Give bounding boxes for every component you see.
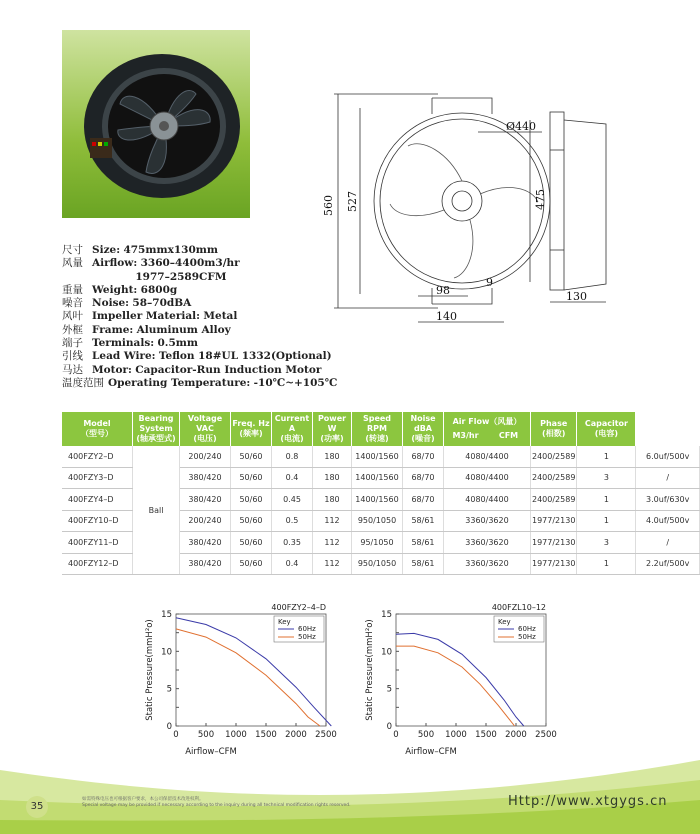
spec-value: Aluminum Alloy <box>136 323 231 336</box>
table-cell: 50/60 <box>231 489 272 511</box>
table-cell: 58/61 <box>403 553 444 575</box>
column-header-cn: (相数) <box>542 429 566 438</box>
table-cell: 400FZY3–D <box>62 467 133 489</box>
table-cell: 50/60 <box>231 553 272 575</box>
table-cell: 400FZY2–D <box>62 446 133 467</box>
table-cell: 50/60 <box>231 532 272 554</box>
table-cell: 380/420 <box>180 489 231 511</box>
table-cell: 400FZY4–D <box>62 489 133 511</box>
table-cell: 1977/2130 <box>531 510 577 532</box>
table-cell: 950/1050 <box>352 553 403 575</box>
x-tick-label: 2000 <box>505 730 527 740</box>
x-tick-label: 500 <box>417 730 435 740</box>
table-cell: 50/60 <box>231 467 272 489</box>
table-cell: 4.0uf/500v <box>636 510 700 532</box>
dim-440: Ø440 <box>506 120 537 133</box>
column-header-en: Phase <box>540 419 568 428</box>
column-header-cn: (电容) <box>594 429 619 438</box>
table-cell: 3360/3620 <box>444 510 531 532</box>
table-cell: 0.8 <box>272 446 313 467</box>
column-header-cn: (电流) <box>280 434 304 443</box>
spec-label: Size: <box>92 244 121 256</box>
table-cell: 380/420 <box>180 553 231 575</box>
column-header-cn: (频率) <box>239 429 263 438</box>
column-header-en: Noise dBA <box>410 414 436 433</box>
dim-475: 475 <box>534 189 547 210</box>
y-tick-label: 15 <box>161 610 172 620</box>
x-tick-label: 1000 <box>225 730 247 740</box>
table-cell: 112 <box>313 510 352 532</box>
column-header <box>531 412 577 446</box>
table-cell: 2400/2589 <box>531 446 577 467</box>
table-cell: 2.2uf/500v <box>636 553 700 575</box>
dim-527: 527 <box>346 191 359 212</box>
spec-cn-label: 风量 <box>62 257 83 270</box>
spec-value: 58–70dBA <box>132 297 192 310</box>
column-header <box>577 412 636 446</box>
x-tick-label: 2000 <box>285 730 307 740</box>
table-cell: 1400/1560 <box>352 489 403 511</box>
dim-130: 130 <box>566 290 587 303</box>
table-cell: 0.4 <box>272 553 313 575</box>
spec-row <box>62 297 337 310</box>
column-header <box>352 412 403 446</box>
column-header-en: Power W <box>317 414 347 433</box>
table-cell: 380/420 <box>180 532 231 554</box>
y-axis-label: Static Pressure(mmH²o) <box>145 619 155 721</box>
dim-98: 98 <box>436 284 450 297</box>
legend-title: Key <box>498 618 511 626</box>
table-cell: 0.45 <box>272 489 313 511</box>
spec-value: 3360–4400m3/hr <box>140 257 240 270</box>
column-header-en: Model <box>83 419 111 428</box>
chart-title: 400FZL10–12 <box>491 603 546 612</box>
spec-row <box>62 244 337 257</box>
table-cell: 200/240 <box>180 446 231 467</box>
column-header <box>444 412 531 446</box>
spec-cn-label: 温度范围 <box>62 376 104 389</box>
table-cell: 3360/3620 <box>444 553 531 575</box>
spec-cn-label: 马达 <box>62 363 83 376</box>
spec-value: Metal <box>203 310 238 323</box>
table-cell: 1 <box>577 510 636 532</box>
spec-cn-label: 噪音 <box>62 297 83 310</box>
y-tick-label: 10 <box>161 647 172 658</box>
table-cell: 0.5 <box>272 510 313 532</box>
spec-cn-label: 端子 <box>62 337 83 350</box>
table-cell: 3.0uf/630v <box>636 489 700 511</box>
spec-cn-label: 尺寸 <box>62 244 83 256</box>
footer-note-cn: 如需特殊电压也可根据客户要求，本公司保留技术改进权利。 <box>82 797 204 802</box>
spec-label: Impeller Material: <box>92 310 201 323</box>
x-axis-label: Airflow–CFM <box>185 747 237 757</box>
column-header-cn: (电压) <box>193 434 217 443</box>
spec-label: Motor: <box>92 363 132 376</box>
spec-row <box>62 284 337 297</box>
legend-title: Key <box>278 618 291 626</box>
x-tick-label: 1500 <box>475 730 497 740</box>
airflow-subheader: M3/hr <box>452 431 479 440</box>
table-cell: 0.4 <box>272 467 313 489</box>
spec-value: 1977–2589CFM <box>135 270 227 283</box>
spec-label: Frame: <box>92 323 134 336</box>
spec-row <box>62 350 337 363</box>
column-header <box>231 412 272 446</box>
x-axis-label: Airflow–CFM <box>405 747 457 757</box>
table-cell: 2400/2589 <box>531 467 577 489</box>
dim-9: 9 <box>486 276 493 289</box>
x-tick-label: 500 <box>197 730 215 740</box>
spec-cn-label: 引线 <box>62 350 83 363</box>
y-tick-label: 15 <box>381 610 392 620</box>
table-cell: 180 <box>313 467 352 489</box>
spec-value: Capacitor-Run Induction Motor <box>135 363 322 376</box>
table-cell: 3 <box>577 532 636 554</box>
chart-title: 400FZY2–4–D <box>271 603 326 612</box>
footer-note <box>82 797 351 809</box>
spec-table <box>62 412 700 575</box>
spec-row <box>62 257 337 270</box>
y-tick-label: 10 <box>381 647 392 658</box>
y-tick-label: 5 <box>386 684 392 695</box>
table-cell: 1 <box>577 446 636 467</box>
x-tick-label: 0 <box>173 730 179 740</box>
spec-cn-label: 风叶 <box>62 310 83 323</box>
table-cell: 4080/4400 <box>444 489 531 511</box>
bearing-cell: Ball <box>133 446 180 575</box>
table-cell: 58/61 <box>403 532 444 554</box>
table-cell: 0.35 <box>272 532 313 554</box>
website-url[interactable]: Http://www.xtgygs.cn <box>508 794 668 809</box>
spec-row <box>62 271 337 284</box>
spec-label: Noise: <box>92 297 130 310</box>
legend-label: 50Hz <box>298 633 316 641</box>
table-cell: 1400/1560 <box>352 446 403 467</box>
x-tick-label: 2500 <box>315 730 337 740</box>
spec-value: Teflon 18#UL 1332(Optional) <box>158 350 332 363</box>
table-cell: 3 <box>577 467 636 489</box>
table-cell: 4080/4400 <box>444 446 531 467</box>
spec-row <box>62 364 337 377</box>
y-tick-label: 5 <box>166 684 172 695</box>
spec-cn-label: 外框 <box>62 323 83 336</box>
legend-label: 60Hz <box>298 625 316 633</box>
y-axis-label: Static Pressure(mmH²o) <box>365 619 375 721</box>
table-cell: 2400/2589 <box>531 489 577 511</box>
table-cell: 50/60 <box>231 446 272 467</box>
product-photo <box>62 30 250 218</box>
dim-560: 560 <box>322 195 335 216</box>
table-cell: 68/70 <box>403 489 444 511</box>
spec-value: 6800g <box>140 283 178 296</box>
legend-label: 60Hz <box>518 625 536 633</box>
spec-cn-label: 重量 <box>62 283 83 296</box>
spec-row <box>62 324 337 337</box>
table-cell: 200/240 <box>180 510 231 532</box>
column-header <box>403 412 444 446</box>
spec-row <box>62 377 337 390</box>
y-tick-label: 0 <box>166 722 172 732</box>
table-cell: 4080/4400 <box>444 467 531 489</box>
spec-row <box>62 310 337 323</box>
column-header <box>62 412 133 446</box>
table-cell: 400FZY10–D <box>62 510 133 532</box>
x-tick-label: 0 <box>393 730 399 740</box>
spec-label: Lead Wire: <box>92 350 156 363</box>
table-cell: 112 <box>313 553 352 575</box>
table-cell: 1 <box>577 489 636 511</box>
footer-note-en: Special voltage may be provided if necessary according to the inquiry during all technical modification rights reserved. <box>82 803 351 808</box>
table-cell: 400FZY11–D <box>62 532 133 554</box>
spec-label: Terminals: <box>92 337 155 350</box>
table-cell: 380/420 <box>180 467 231 489</box>
column-header <box>313 412 352 446</box>
column-header-en: Voltage VAC <box>187 414 223 433</box>
table-header-row <box>62 412 700 446</box>
spec-label: Weight: <box>92 283 138 296</box>
table-cell: 68/70 <box>403 467 444 489</box>
table-cell: 1977/2130 <box>531 553 577 575</box>
table-cell: 3360/3620 <box>444 532 531 554</box>
column-header-cn: (轴承型式) <box>136 434 176 443</box>
x-tick-label: 2500 <box>535 730 557 740</box>
spec-label: Airflow: <box>92 257 138 270</box>
column-header-en: Speed RPM <box>362 414 392 433</box>
column-header-cn: （型号） <box>81 429 113 438</box>
spec-value: 475mmx130mm <box>123 244 218 256</box>
table-row <box>62 446 700 467</box>
table-cell: 6.0uf/500v <box>636 446 700 467</box>
table-cell: / <box>636 532 700 554</box>
table-cell: 950/1050 <box>352 510 403 532</box>
y-tick-label: 0 <box>386 722 392 732</box>
dimension-drawing <box>318 90 618 330</box>
table-cell: 58/61 <box>403 510 444 532</box>
x-tick-label: 1500 <box>255 730 277 740</box>
airflow-subheader: CFM <box>498 431 519 440</box>
table-cell: 180 <box>313 446 352 467</box>
page-number: 35 <box>26 796 48 818</box>
spec-label: Operating Temperature: <box>108 376 251 389</box>
column-header-en: Current A <box>274 414 310 433</box>
column-header <box>180 412 231 446</box>
spec-value: -10℃~+105℃ <box>253 376 338 389</box>
table-cell: 180 <box>313 489 352 511</box>
dim-140: 140 <box>436 310 457 323</box>
column-header-en: Freq. Hz <box>232 419 270 428</box>
spec-row <box>62 337 337 350</box>
table-cell: 1400/1560 <box>352 467 403 489</box>
table-cell: 68/70 <box>403 446 444 467</box>
column-header-en: Air Flow（风量） <box>452 417 522 426</box>
column-header-cn: (噪音) <box>411 434 435 443</box>
table-cell: 112 <box>313 532 352 554</box>
table-cell: 400FZY12–D <box>62 553 133 575</box>
table-cell: 95/1050 <box>352 532 403 554</box>
table-cell: 1977/2130 <box>531 532 577 554</box>
spec-value: 0.5mm <box>157 337 198 350</box>
column-header-en: Bearing System <box>138 414 174 433</box>
column-header-en: Capacitor <box>584 419 628 428</box>
x-tick-label: 1000 <box>445 730 467 740</box>
legend-label: 50Hz <box>518 633 536 641</box>
table-cell: 50/60 <box>231 510 272 532</box>
table-cell: 1 <box>577 553 636 575</box>
table-cell: / <box>636 467 700 489</box>
column-header-cn: (功率) <box>320 434 344 443</box>
column-header <box>272 412 313 446</box>
column-header-cn: (转速) <box>365 434 389 443</box>
spec-list <box>62 244 337 390</box>
column-header <box>133 412 180 446</box>
